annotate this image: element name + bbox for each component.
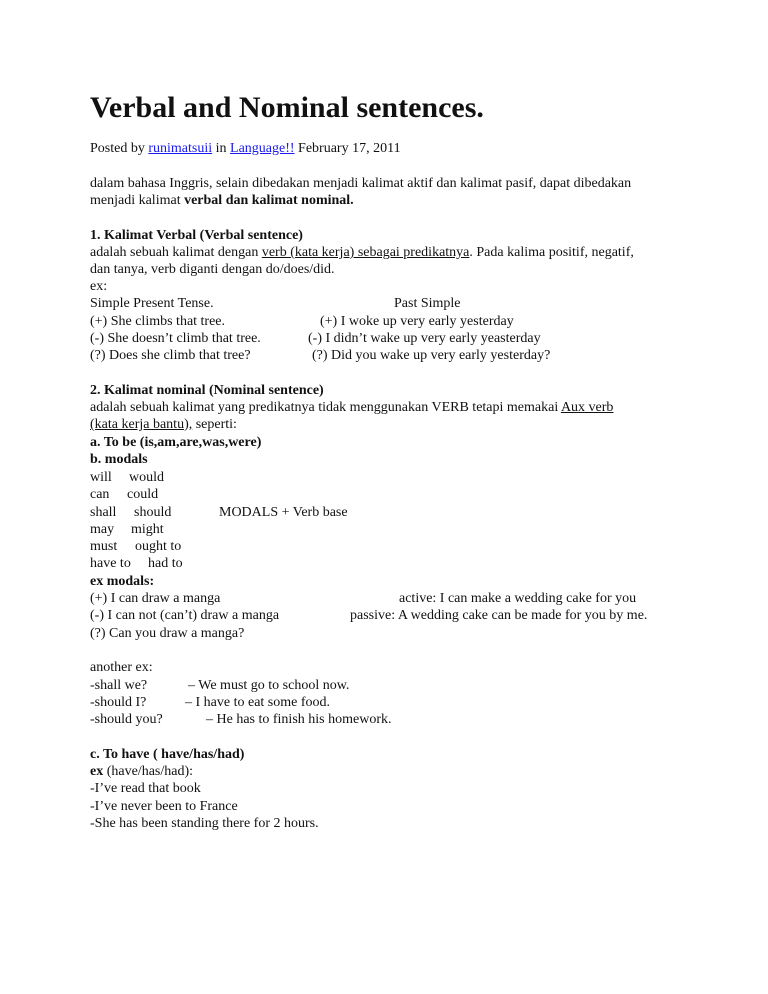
section2-def-underline: Aux verb (560, 400, 614, 415)
intro-bold: verbal dan kalimat nominal. (184, 193, 354, 208)
modal-present: will (90, 470, 112, 485)
have-example: -I’ve never been to France (90, 799, 238, 814)
byline (90, 140, 401, 157)
intro-text: menjadi kalimat (90, 193, 185, 208)
section1-heading: 1. Kalimat Verbal (Verbal sentence) (90, 228, 303, 243)
section2-definition (90, 399, 613, 416)
modal-past: could (127, 487, 159, 502)
modal-past: ought to (135, 539, 182, 554)
have-example: -She has been standing there for 2 hours. (90, 816, 319, 831)
section1-def-text: adalah sebuah kalimat dengan (90, 245, 262, 260)
present-example: (?) Does she climb that tree? (90, 348, 251, 363)
section2-def-text: adalah sebuah kalimat yang predikatnya tidak menggunakan VERB tetapi memakai (90, 400, 561, 415)
question: -should you? (90, 712, 163, 727)
sub-heading-to-have: c. To have ( have/has/had) (90, 747, 245, 762)
ex-have-text: (have/has/had): (103, 764, 194, 779)
modal-present: shall (90, 505, 117, 520)
answer: – I have to eat some food. (185, 695, 331, 710)
section2-def-underline-2: (kata kerja bantu), (90, 417, 193, 432)
page-title: Verbal and Nominal sentences. (90, 91, 484, 124)
sub-heading-to-be: a. To be (is,am,are,was,were) (90, 435, 262, 450)
modal-past: should (134, 505, 172, 520)
answer: – He has to finish his homework. (206, 712, 392, 727)
section2-def-tail: seperti: (192, 417, 237, 432)
section1-def-underline: verb (kata kerja) sebagai predikatnya (261, 245, 470, 260)
section1-definition-line2: dan tanya, verb diganti dengan do/does/did. (90, 262, 335, 277)
section1-def-tail: . Pada kalima positif, negatif, (469, 245, 634, 260)
intro-line-2 (90, 192, 354, 209)
past-example: (?) Did you wake up very early yesterday? (312, 348, 551, 363)
have-example: -I’ve read that book (90, 781, 201, 796)
intro-line-1: dalam bahasa Inggris, selain dibedakan menjadi kalimat aktif dan kalimat pasif, dapat dibedakan (90, 176, 632, 191)
modal-past: would (129, 470, 164, 485)
past-example: (+) I woke up very early yesterday (320, 314, 514, 329)
modal-present: have to (90, 556, 131, 571)
modal-present: may (90, 522, 115, 537)
sub-heading-modals: b. modals (90, 452, 148, 467)
present-example: (+) She climbs that tree. (90, 314, 226, 329)
active-example: active: I can make a wedding cake for you (399, 591, 637, 606)
section2-heading: 2. Kalimat nominal (Nominal sentence) (90, 383, 324, 398)
byline-in: in (215, 141, 227, 156)
modal-example: (?) Can you draw a manga? (90, 626, 245, 641)
ex-modals-label: ex modals: (90, 574, 155, 589)
section1-definition (90, 244, 634, 261)
answer: – We must go to school now. (188, 678, 350, 693)
modal-past: had to (148, 556, 183, 571)
modal-past: might (131, 522, 164, 537)
passive-example: passive: A wedding cake can be made for you by me. (350, 608, 648, 623)
post-date: February 17, 2011 (298, 141, 401, 156)
modal-example: (+) I can draw a manga (90, 591, 221, 606)
present-example: (-) She doesn’t climb that tree. (90, 331, 261, 346)
modal-present: can (90, 487, 110, 502)
ex-have-bold: ex (90, 764, 104, 779)
section1-ex-label: ex: (90, 279, 108, 294)
byline-posted-by: Posted by (90, 141, 145, 156)
question: -should I? (90, 695, 147, 710)
modal-present: must (90, 539, 118, 554)
col-header-present: Simple Present Tense. (90, 296, 214, 311)
category-link[interactable]: Language!! (230, 141, 295, 156)
past-example: (-) I didn’t wake up very early yeasterday (308, 331, 541, 346)
section2-definition-line2 (90, 416, 237, 433)
ex-have-label (90, 763, 193, 780)
author-link[interactable]: runimatsuii (148, 141, 213, 156)
modals-formula: MODALS + Verb base (219, 505, 348, 520)
another-ex-label: another ex: (90, 660, 153, 675)
col-header-past: Past Simple (394, 296, 461, 311)
modal-example: (-) I can not (can’t) draw a manga (90, 608, 280, 623)
question: -shall we? (90, 678, 148, 693)
